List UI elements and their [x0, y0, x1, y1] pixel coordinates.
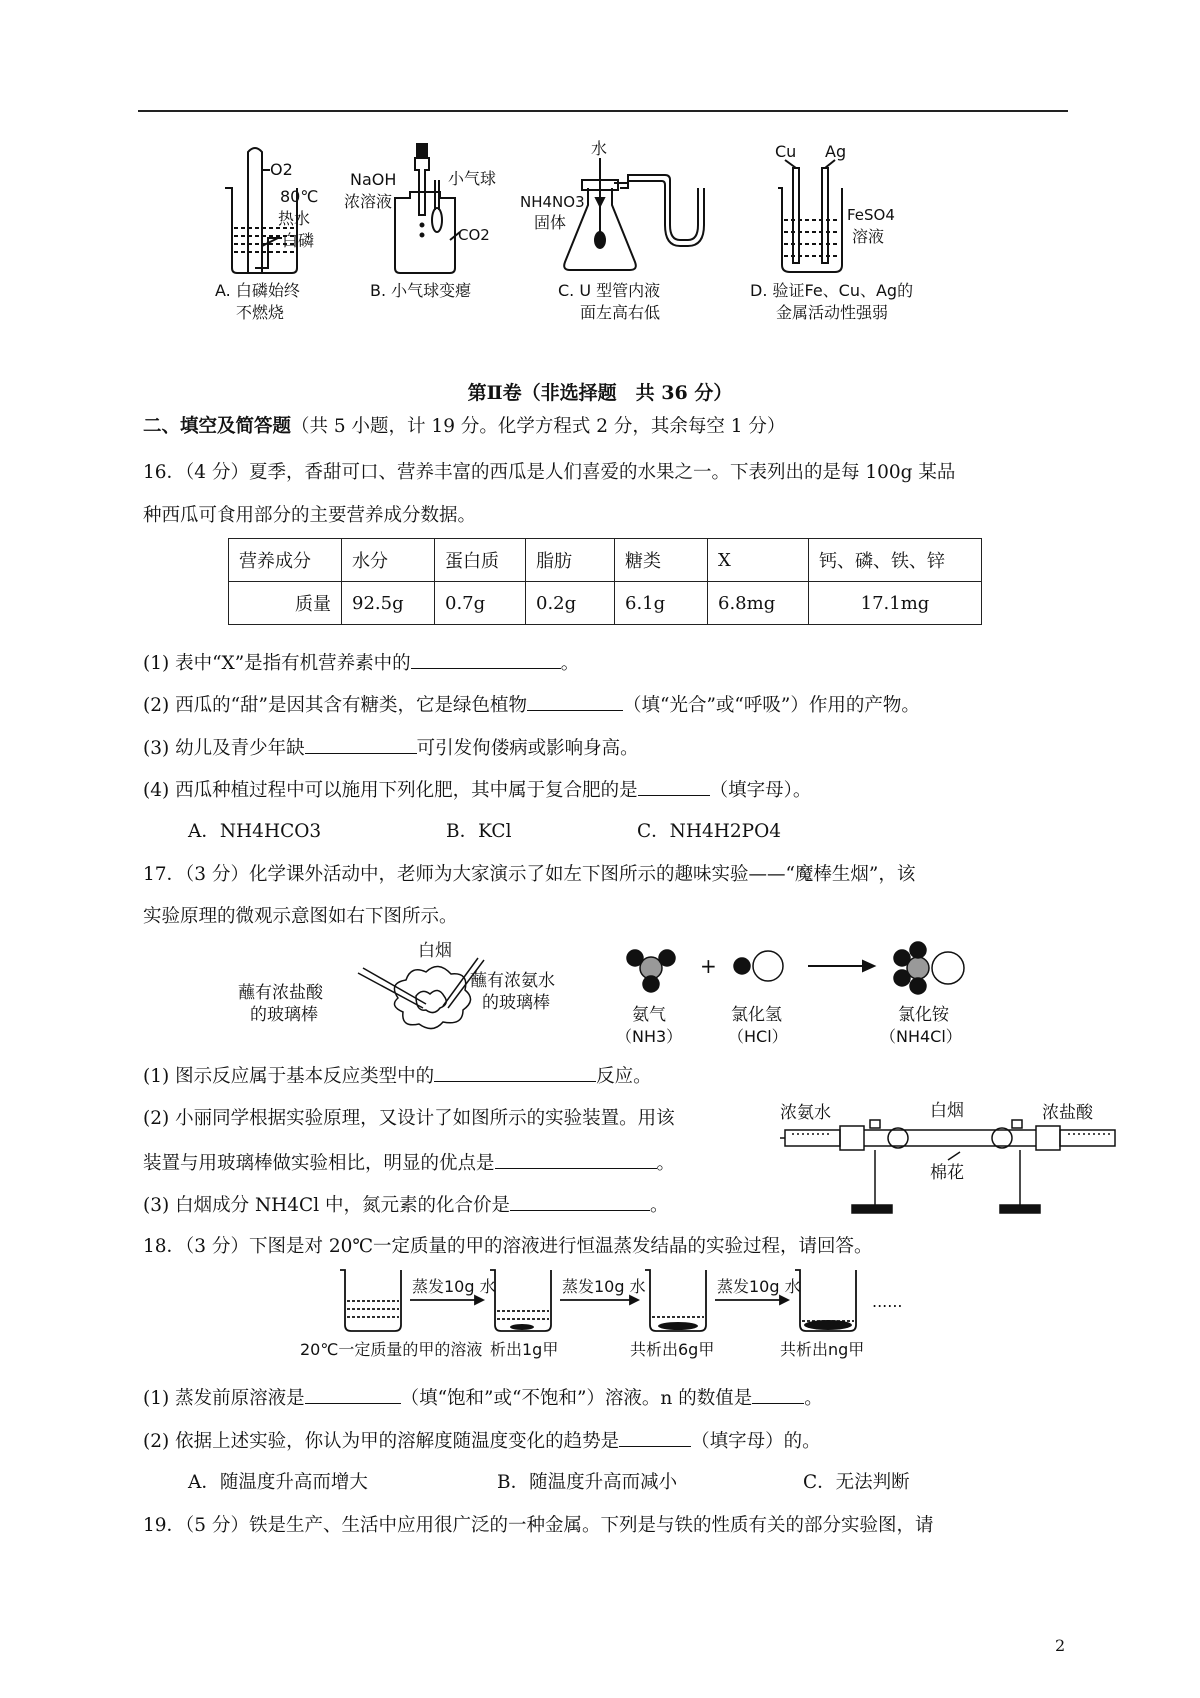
q17-sub1-text: (1) 图示反应属于基本反应类型中的 [143, 1066, 435, 1087]
apparatus-cotton: 棉花 [930, 1163, 964, 1183]
fig-b-co2: CO2 [458, 226, 490, 244]
q18-sub1-end: 。 [804, 1388, 823, 1409]
q17-line1: 17．（3 分）化学课外活动中，老师为大家演示了如左下图所示的趣味实验——“魔棒生烟”，该 [143, 864, 916, 885]
q16-option-c: C．NH4H2PO4 [637, 821, 782, 842]
fig-b-solution: 浓溶液 [344, 192, 393, 211]
figure-tube-apparatus [780, 1090, 1120, 1220]
q16-sub2 [143, 692, 920, 718]
q18-evap-label-1: 蒸发10g 水 [412, 1277, 496, 1296]
q16-sub2-text: (2) 西瓜的“甜”是因其含有糖类，它是绿色植物 [143, 695, 528, 716]
q17-sub2-line2 [143, 1150, 675, 1176]
q17-sub2-line1: (2) 小丽同学根据实验原理，又设计了如图所示的实验装置。用该 [143, 1108, 675, 1129]
q16-sub4 [143, 777, 811, 803]
table-row [229, 539, 982, 582]
table-cell: X [708, 539, 809, 582]
fig-b-caption: B. 小气球变瘪 [370, 281, 472, 300]
table-cell: 质量 [229, 582, 342, 625]
fig-d-cu: Cu [775, 142, 797, 161]
q17-fig-right-1: 蘸有浓氨水 [470, 971, 555, 991]
q17-plus: + [700, 954, 717, 978]
q18-sub1-mid: （填“饱和”或“不饱和”）溶液。n 的数值是 [400, 1388, 753, 1409]
section-title: 第Ⅱ卷（非选择题 共 36 分） [467, 382, 733, 404]
fig-b-naoh: NaOH [350, 170, 397, 189]
q17-fig-left-1: 蘸有浓盐酸 [238, 983, 323, 1003]
answer-blank[interactable] [638, 777, 710, 796]
q18-sub2-end: （填字母）的。 [691, 1431, 821, 1452]
nh4cl-molecule [894, 942, 964, 994]
q18-evap-label-2: 蒸发10g 水 [562, 1277, 646, 1296]
q18-sub1-text: (1) 蒸发前原溶液是 [143, 1388, 305, 1409]
q18-line1: 18．（3 分）下图是对 20℃一定质量的甲的溶液进行恒温蒸发结晶的实验过程，请回答。 [143, 1236, 873, 1257]
q16-sub1-end: 。 [560, 653, 580, 674]
page-number: 2 [1055, 1636, 1066, 1655]
table-cell: 0.2g [526, 582, 615, 625]
q16-sub1 [143, 650, 579, 676]
q16-option-b: B．KCl [446, 821, 512, 842]
answer-blank[interactable] [305, 1385, 401, 1404]
fig-a-temp: 80℃ [280, 187, 319, 206]
glass-rods [358, 958, 484, 1029]
table-cell: 6.1g [615, 582, 708, 625]
q17-line2: 实验原理的微观示意图如右下图所示。 [143, 906, 458, 927]
q18-beaker-label-2: 析出1g甲 [490, 1340, 559, 1359]
table-cell: 17.1mg [809, 582, 982, 625]
q17-nh3-name: 氨气 [632, 1005, 666, 1025]
q16-sub4-end: （填字母）。 [709, 780, 812, 801]
table-cell: 营养成分 [229, 539, 342, 582]
fig-c-caption-2: 面左高右低 [580, 303, 661, 322]
table-cell: 水分 [342, 539, 435, 582]
table-cell: 钙、磷、铁、锌 [809, 539, 982, 582]
q17-hcl-formula: （HCl） [728, 1027, 788, 1046]
q18-beaker-label-3: 共析出6g甲 [630, 1340, 715, 1359]
q17-fig-smoke: 白烟 [418, 941, 452, 961]
q17-sub1 [143, 1063, 652, 1089]
q18-sub1 [143, 1385, 823, 1411]
answer-blank[interactable] [434, 1063, 596, 1082]
answer-blank[interactable] [510, 1192, 650, 1211]
figure-experiments-abcd [210, 140, 1030, 330]
q18-beaker-label-4: 共析出ng甲 [780, 1340, 865, 1359]
table-cell: 6.8mg [708, 582, 809, 625]
fig-a-caption-1: A. 白磷始终 [215, 281, 300, 300]
apparatus-smoke: 白烟 [930, 1101, 964, 1121]
figure-c [564, 158, 704, 270]
fig-d-solution: 溶液 [852, 227, 885, 246]
figure-b [395, 144, 460, 273]
answer-blank[interactable] [411, 650, 561, 669]
q17-fig-right-2: 的玻璃棒 [482, 993, 550, 1013]
q17-fig-left-2: 的玻璃棒 [250, 1005, 318, 1025]
q16-option-a: A．NH4HCO3 [188, 821, 322, 842]
fig-b-balloon: 小气球 [448, 169, 497, 188]
q18-option-c: C．无法判断 [803, 1472, 910, 1493]
figure-magic-wand-smoke [238, 938, 968, 1048]
q17-nh4cl-formula: （NH4Cl） [880, 1027, 962, 1046]
q19-line1: 19．（5 分）铁是生产、生活中应用很广泛的一种金属。下列是与铁的性质有关的部分实验图，请 [143, 1515, 934, 1536]
table-cell: 0.7g [435, 582, 526, 625]
q16-sub3-text: (3) 幼儿及青少年缺 [143, 738, 305, 759]
answer-blank[interactable] [305, 735, 417, 754]
fig-d-feso4: FeSO4 [847, 206, 895, 224]
q18-sub2-text: (2) 依据上述实验，你认为甲的溶解度随温度变化的趋势是 [143, 1431, 620, 1452]
q16-line2: 种西瓜可食用部分的主要营养成分数据。 [143, 505, 477, 526]
figure-evaporation [300, 1265, 960, 1365]
q17-sub3 [143, 1192, 669, 1218]
q18-dots: ...... [872, 1292, 903, 1311]
reaction-arrow [808, 961, 874, 971]
q17-sub3-end: 。 [650, 1195, 669, 1216]
q17-sub3-text: (3) 白烟成分 NH4Cl 中，氮元素的化合价是 [143, 1195, 511, 1216]
fig-d-caption-2: 金属活动性强弱 [776, 303, 889, 322]
answer-blank[interactable] [527, 692, 623, 711]
q18-option-a: A．随温度升高而增大 [188, 1472, 368, 1493]
fig-c-solid: 固体 [534, 213, 567, 232]
q16-sub2-end: （填“光合”或“呼吸”）作用的产物。 [623, 695, 920, 716]
table-cell: 脂肪 [526, 539, 615, 582]
header-rule [138, 110, 1068, 112]
figure-d [778, 160, 842, 272]
answer-blank[interactable] [619, 1428, 691, 1447]
fig-d-caption-1: D. 验证Fe、Cu、Ag的 [750, 281, 914, 300]
fig-c-salt: NH4NO3 [520, 193, 585, 211]
apparatus-hcl: 浓盐酸 [1042, 1103, 1093, 1123]
fig-a-hotwater: 热水 [278, 209, 311, 228]
q16-sub3 [143, 735, 639, 761]
q18-sub2 [143, 1428, 821, 1454]
nh3-molecule [627, 950, 675, 992]
table-cell: 蛋白质 [435, 539, 526, 582]
q16-sub3-end: 可引发佝偻病或影响身高。 [416, 738, 639, 759]
q16-sub1-text: (1) 表中“X”是指有机营养素中的 [143, 653, 411, 674]
q18-beaker-label-1: 20℃一定质量的甲的溶液 [300, 1340, 483, 1359]
q17-hcl-name: 氯化氢 [731, 1005, 782, 1025]
fig-d-ag: Ag [825, 142, 847, 161]
q17-sub2-end: 。 [656, 1153, 676, 1174]
answer-blank[interactable] [752, 1385, 804, 1404]
table-cell: 糖类 [615, 539, 708, 582]
fig-c-caption-1: C. U 型管内液 [558, 281, 661, 300]
part2-heading-rest: （共 5 小题，计 19 分。化学方程式 2 分，其余每空 1 分） [291, 416, 786, 437]
q18-evap-label-3: 蒸发10g 水 [717, 1277, 801, 1296]
q17-sub2-text: 装置与用玻璃棒做实验相比，明显的优点是 [143, 1153, 495, 1174]
q17-nh4cl-name: 氯化铵 [898, 1005, 949, 1025]
part2-heading [143, 415, 785, 439]
q18-option-b: B．随温度升高而减小 [497, 1472, 678, 1493]
q17-sub1-end: 反应。 [596, 1066, 652, 1087]
apparatus-ammonia: 浓氨水 [780, 1103, 831, 1123]
table-row [229, 582, 982, 625]
fig-c-water: 水 [591, 140, 608, 158]
fig-a-phosphorus: 白磷 [282, 231, 315, 250]
table-cell: 92.5g [342, 582, 435, 625]
hcl-molecule [734, 951, 783, 981]
fig-a-caption-2: 不燃烧 [236, 303, 285, 322]
answer-blank[interactable] [495, 1150, 657, 1169]
fig-a-o2: O2 [270, 160, 293, 179]
part2-heading-bold: 二、填空及简答题 [143, 416, 292, 437]
q16-line1: 16．（4 分）夏季，香甜可口、营养丰富的西瓜是人们喜爱的水果之一。下表列出的是每 100g 某品 [143, 462, 956, 483]
nutrition-table [228, 538, 982, 625]
q17-nh3-formula: （NH3） [616, 1027, 683, 1046]
q16-sub4-text: (4) 西瓜种植过程中可以施用下列化肥，其中属于复合肥的是 [143, 780, 638, 801]
